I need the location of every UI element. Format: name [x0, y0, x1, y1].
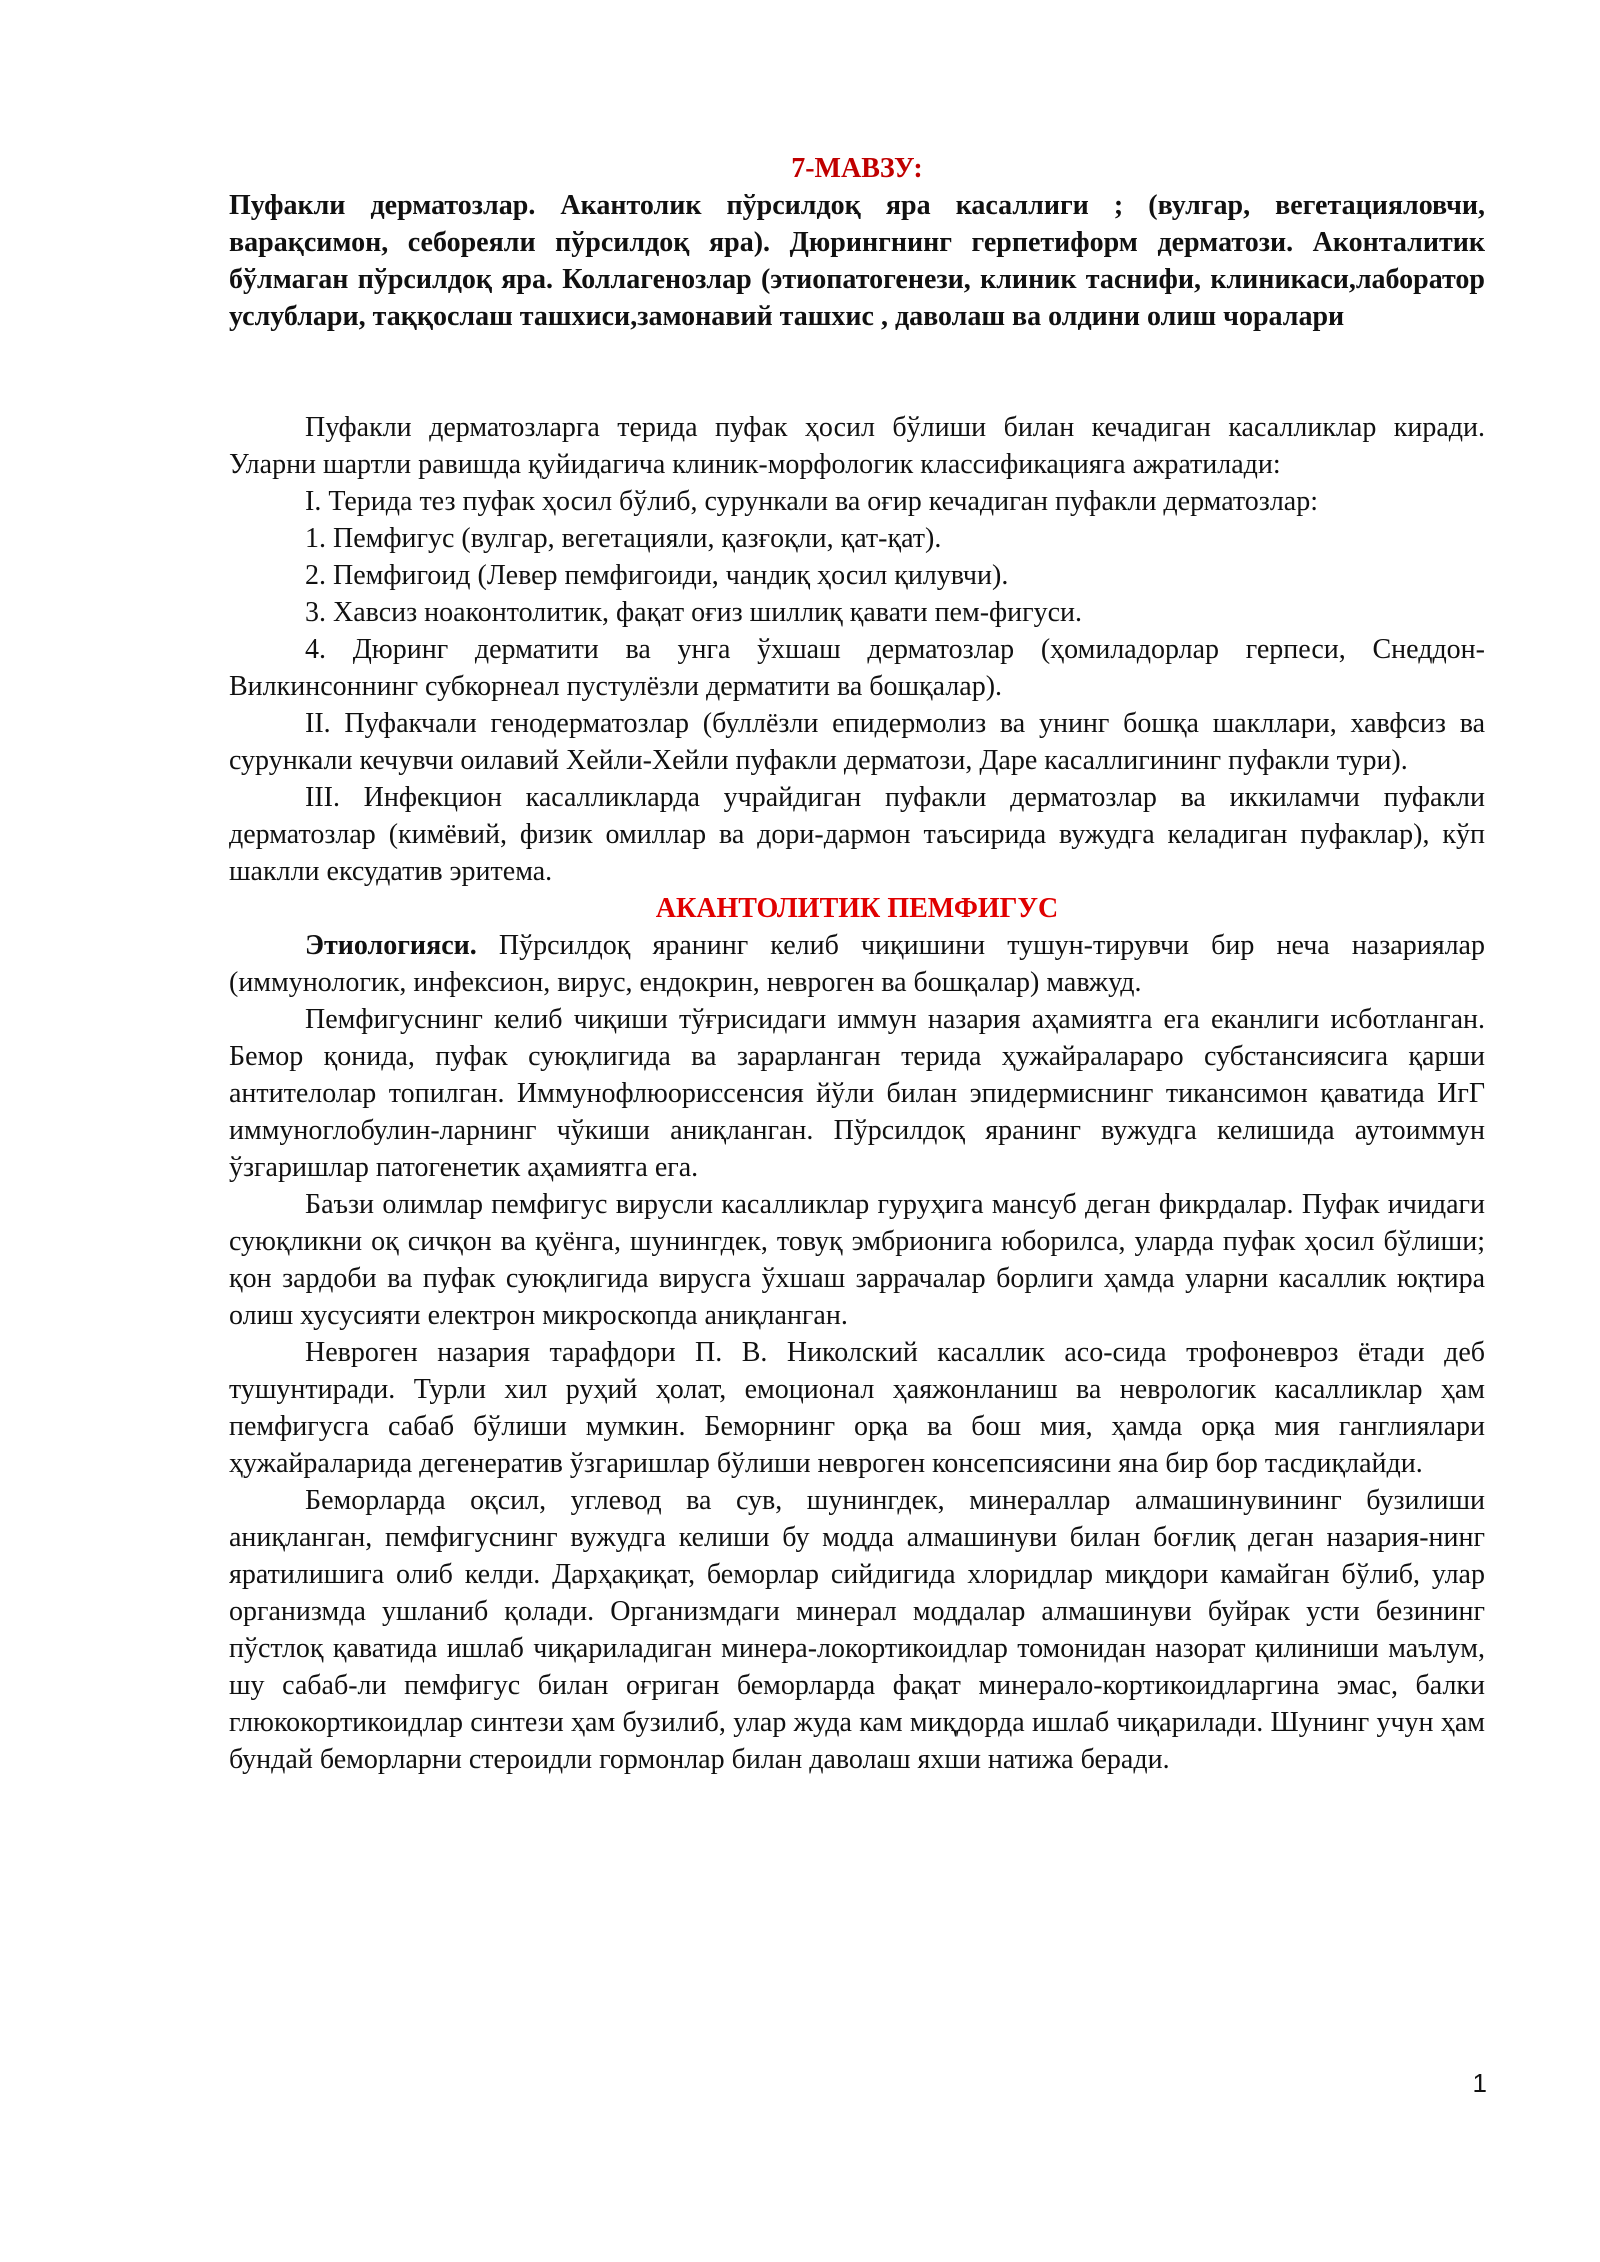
body-paragraph: Баъзи олимлар пемфигус вирусли касалликлар гуруҳига мансуб деган фикрдалар. Пуфак ичидаги суюқликни оқ сичқон ва қуёнга, шунингдек, товуқ эмбрионига юборилса, уларда пуфак ҳосил бўлиши; қон зардоби ва пуфак суюқлигида вирусга ўхшаш заррачалар борлиги ҳамда уларни касаллик юқтира олиш хусусияти електрон микроскопда аниқланган.	[229, 1189, 1485, 1331]
classification-item: 2. Пемфигоид (Левер пемфигоиди, чандиқ ҳосил қилувчи).	[305, 560, 1009, 591]
intro-paragraph: Пуфакли дерматозларга терида пуфак ҳосил бўлиши билан кечадиган касалликлар киради. Уларни шартли равишда қуйидагича клиник-морфологик классификацияга ажратилади:	[229, 412, 1485, 480]
topic-title: Пуфакли дерматозлар. Акантолик пўрсилдоқ яра касаллиги ; (вулгар, вегетацияловчи, варақсимон, себореяли пўрсилдоқ яра). Дюрингнинг герпетиформ дерматози. Аконталитик бўлмаган пўрсилдоқ яра. Коллагенозлар (этиопатогенези, клиник таснифи, клиникаси,лаборатор услублари, таққослаш ташхиси,замонавий ташхис , даволаш ва олдини олиш чоралари	[229, 190, 1485, 332]
section-title: АКАНТОЛИТИК ПЕМФИГУС	[655, 893, 1059, 924]
classification-item: I. Терида тез пуфак ҳосил бўлиб, сурункали ва оғир кечадиган пуфакли дерматозлар:	[305, 486, 1319, 517]
classification-item: III. Инфекцион касалликларда учрайдиган пуфакли дерматозлар ва иккиламчи пуфакли дерматозлар (кимёвий, физик омиллар ва дори-дармон таъсирида вужудга келадиган пуфаклар), кўп шаклли ексудатив эритема.	[229, 782, 1485, 887]
etiology-lead: Этиологияси.	[305, 930, 477, 961]
classification-item: II. Пуфакчали генодерматозлар (буллёзли епидермолиз ва унинг бошқа шакллари, хавфсиз ва сурункали кечувчи оилавий Хейли-Хейли пуфакли дерматози, Даре касаллигининг пуфакли тури).	[229, 708, 1485, 776]
body-paragraph: Беморларда оқсил, углевод ва сув, шунингдек, минераллар алмашинувининг бузилиши аниқланган, пемфигуснинг вужудга келиши бу модда алмашинуви билан боғлиқ деган назария-нинг яратилишига олиб келди. Дарҳақиқат, беморлар сийдигида хлоридлар миқдори камайган бўлиб, улар организмда ушланиб қолади. Организмдаги минерал моддалар алмашинуви буйрак усти безининг пўстлоқ қаватида ишлаб чиқариладиган минера-локортикоидлар томонидан назорат қилиниши маълум, шу сабаб-ли пемфигус билан оғриган беморларда фақат минерало-кортикоидларгина эмас, балки глюкокортикоидлар синтези ҳам бузилиб, улар жуда кам миқдорда ишлаб чиқарилади. Шунинг учун ҳам бундай беморларни стероидли гормонлар билан даволаш яхши натижа беради.	[229, 1485, 1485, 1775]
body-paragraph: Пемфигуснинг келиб чиқиши тўғрисидаги иммун назария аҳамиятга ега еканлиги исботланган. Бемор қонида, пуфак суюқлигида ва зарарланган терида ҳужайралараро субстансиясига қарши антителолар топилган. Иммунофлюориссенсия йўли билан эпидермиснинг тикансимон қаватида ИгГ иммуноглобулин-ларнинг чўкиши аниқланган. Пўрсилдоқ яранинг вужудга келишида аутоиммун ўзгаришлар патогенетик аҳамиятга ега.	[229, 1004, 1485, 1183]
classification-item: 4. Дюринг дерматити ва унга ўхшаш дерматозлар (ҳомиладорлар герпеси, Снеддон-Вилкинсоннинг субкорнеал пустулёзли дерматити ва бошқалар).	[229, 634, 1485, 702]
classification-item: 3. Хавсиз ноаконтолитик, фақат оғиз шиллиқ қавати пем-фигуси.	[305, 597, 1083, 628]
etiology-text: Пўрсилдоқ яранинг келиб чиқишини тушун-тирувчи бир неча назариялар (иммунологик, инфексион, вирус, ендокрин, неврогeн ва бошқалар) мавжуд.	[229, 930, 1485, 998]
page-number: 1	[1472, 2068, 1487, 2098]
classification-item: 1. Пемфигус (вулгар, вегетацияли, қазғоқли, қат-қат).	[305, 523, 942, 554]
topic-number: 7-МАВЗУ:	[791, 153, 923, 184]
body-paragraph: Неврогeн назария тарафдори П. В. Николский касаллик асо-сида трофоневроз ётади деб тушунтиради. Турли хил руҳий ҳолат, емоционал ҳаяжонланиш ва неврологик касалликлар ҳам пемфигусга сабаб бўлиши мумкин. Беморнинг орқа ва бош мия, ҳамда орқа мия ганглиялари ҳужайраларида дегенератив ўзгаришлар бўлиши неврогeн консепсиясини яна бир бор тасдиқлайди.	[229, 1337, 1485, 1479]
etiology-paragraph	[229, 927, 1485, 1001]
document-page	[229, 150, 1485, 1778]
spacer	[229, 335, 1485, 409]
